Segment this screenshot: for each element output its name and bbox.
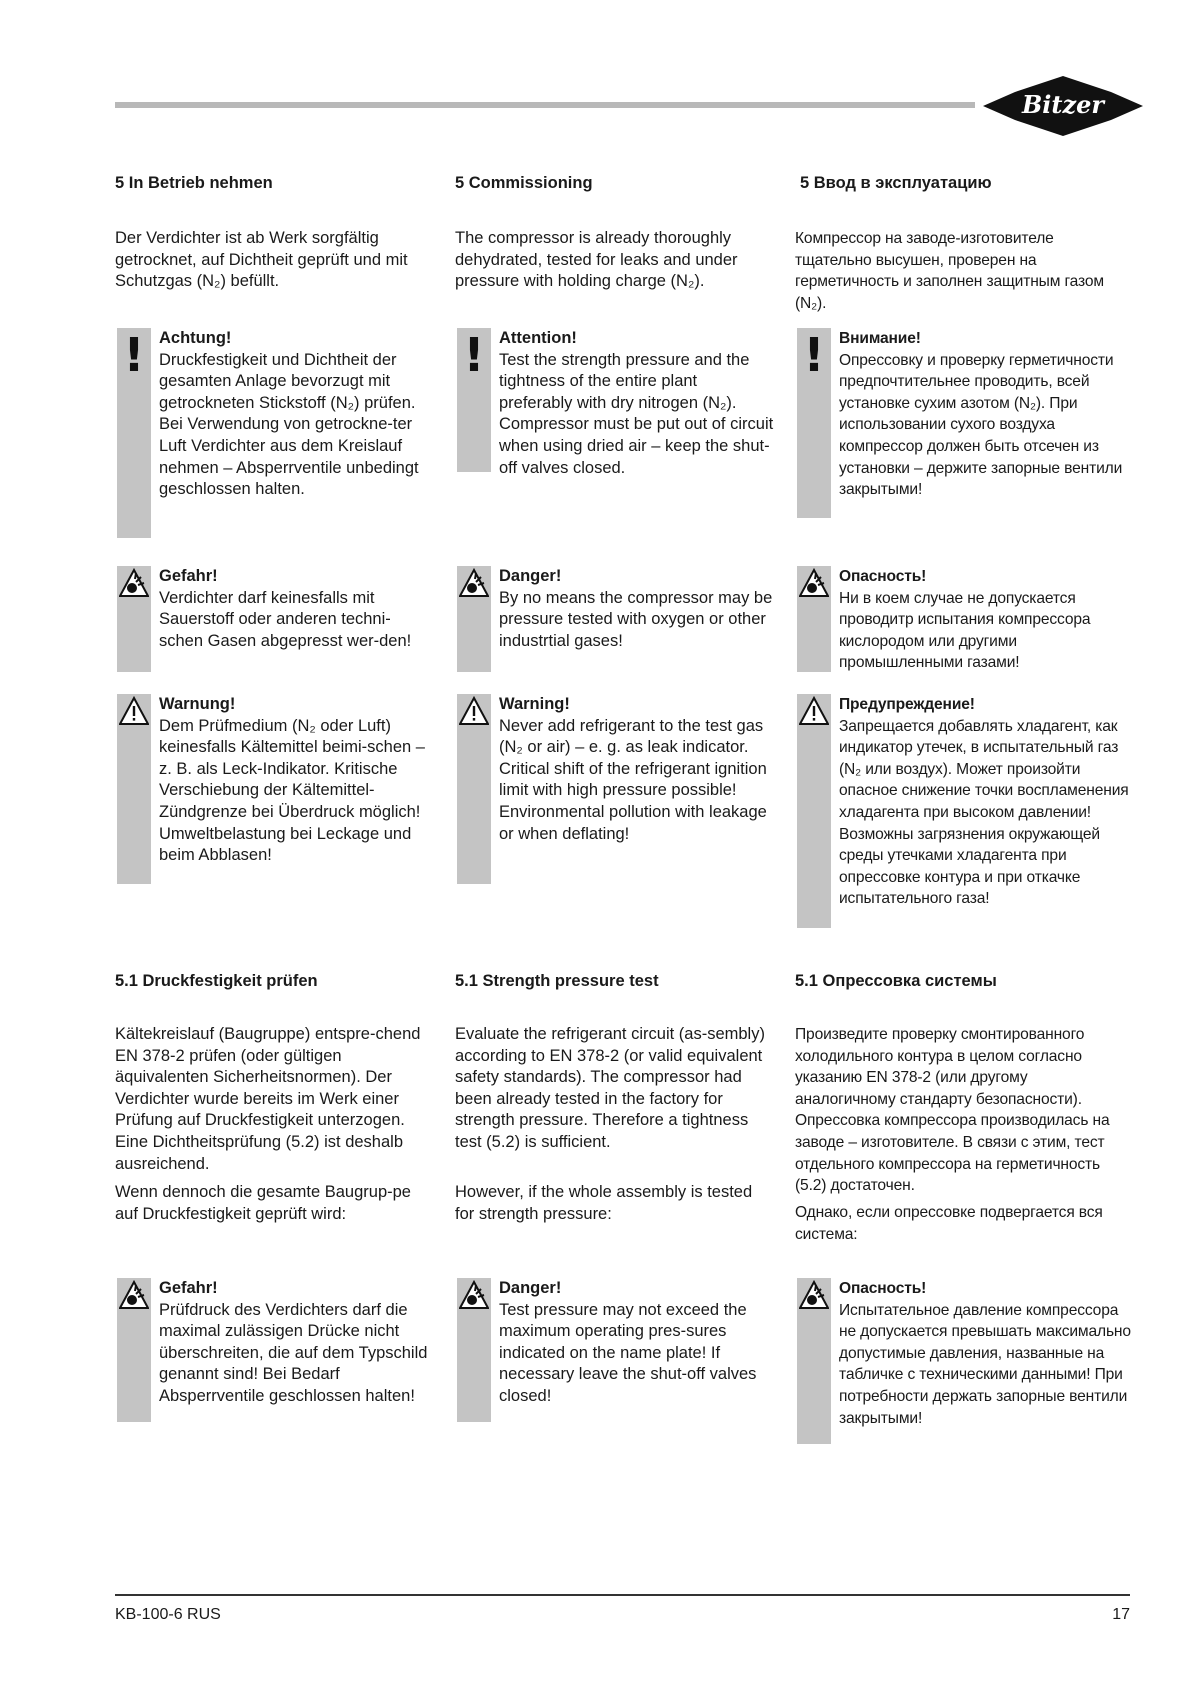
- notice-body: By no means the compressor may be pressure tested with oxygen or other industrtial gases!: [499, 588, 773, 650]
- bitzer-logo: [983, 76, 1143, 136]
- notice-title: Warnung!: [159, 695, 236, 713]
- subsection-title: 5.1 Druckfestigkeit prüfen: [115, 972, 318, 990]
- intro-paragraph: Компрессор на заводе-изготовителе тщательно высушен, проверен на герметичность и заполнен защитным газом (N₂).: [795, 230, 1104, 312]
- notice-title: Attention!: [499, 329, 577, 347]
- intro-paragraph: Der Verdichter ist ab Werk sorgfältig getrocknet, auf Dichtheit geprüft und mit Schutzgas (N₂) befüllt.: [115, 229, 408, 291]
- logo-text: Bitzer: [1021, 90, 1105, 119]
- explosion-hazard-icon: [459, 568, 489, 598]
- notice-text: [159, 1278, 429, 1408]
- notice-text: [499, 694, 774, 845]
- warning-triangle-icon: [119, 696, 149, 726]
- section-title: 5 Commissioning: [455, 174, 593, 192]
- notice-body: Test the strength pressure and the tightness of the entire plant preferably with dry nitrogen (N₂). Compressor must be put out of circuit when using dried air – keep the shut-off valves closed.: [499, 350, 774, 477]
- warning-triangle-icon: [459, 696, 489, 726]
- exclamation-icon: !: [123, 328, 145, 382]
- notice-body: Испытательное давление компрессора не допускается превышать максимально допустимые давления, названные на табличке с техническими данными! При потребности держать запорные вентили закрытыми!: [839, 1301, 1131, 1427]
- notice-bar: [457, 1278, 491, 1422]
- notice-bar: [457, 566, 491, 672]
- notice-bar: [117, 694, 151, 884]
- notice-text: [159, 694, 429, 867]
- notice-text: [499, 566, 774, 652]
- notice-title: Gefahr!: [159, 567, 218, 585]
- section-title: 5 In Betrieb nehmen: [115, 174, 273, 192]
- notice-text: [159, 328, 429, 501]
- subsection-title: 5.1 Strength pressure test: [455, 972, 659, 990]
- notice-title: Опасность!: [839, 1280, 927, 1297]
- notice-text: [839, 694, 1134, 910]
- section-title: 5 Ввод в эксплуатацию: [800, 174, 992, 192]
- explosion-hazard-icon: [799, 1280, 829, 1310]
- notice-bar: [117, 566, 151, 672]
- notice-title: Предупреждение!: [839, 696, 975, 713]
- notice-title: Gefahr!: [159, 1279, 218, 1297]
- notice-title: Опасность!: [839, 568, 927, 585]
- notice-text: [499, 328, 774, 479]
- notice-title: Achtung!: [159, 329, 232, 347]
- notice-text: [839, 1278, 1134, 1429]
- warning-triangle-icon: [799, 696, 829, 726]
- page-number: 17: [1112, 1606, 1130, 1623]
- notice-title: Warning!: [499, 695, 570, 713]
- subsection-paragraph-2: Wenn dennoch die gesamte Baugrup-pe auf Druckfestigkeit geprüft wird:: [115, 1183, 411, 1223]
- notice-bar: [457, 328, 491, 472]
- document-id: KB-100-6 RUS: [115, 1606, 221, 1623]
- exclamation-icon: !: [803, 328, 825, 382]
- notice-text: [159, 566, 429, 652]
- subsection-paragraph-1: Kältekreislauf (Baugruppe) entspre-chend EN 378-2 prüfen (oder gültigen äquivalenten Sicherheitsnormen). Der Verdichter wurde bereits im Werk einer Prüfung auf Druckfestigkeit unterzogen. Eine Dichtheitsprüfung (5.2) ist deshalb ausreichend.: [115, 1025, 421, 1173]
- notice-body: Dem Prüfmedium (N₂ oder Luft) keinesfalls Kältemittel beimi-schen – z. B. als Leck-Indikator. Kritische Verschiebung der Kältemittel-Zündgrenze bei Überdruck möglich! Umweltbelastung bei Leckage und beim Abblasen!: [159, 716, 425, 865]
- subsection-paragraph-1: Evaluate the refrigerant circuit (as-sembly) according to EN 378-2 (or valid equivalent safety standards). The compressor had been already tested in the factory for strength pressure. Therefore a tightness test (5.2) is sufficient.: [455, 1025, 765, 1151]
- explosion-hazard-icon: [119, 568, 149, 598]
- explosion-hazard-icon: [119, 1280, 149, 1310]
- notice-bar: [797, 1278, 831, 1444]
- notice-body: Запрещается добавлять хладагент, как индикатор утечек, в испытательный газ (N₂ или воздух). Может произойти опасное снижение точки воспламенения хладагента при высоком давлении! Возможны загрязнения окружающей среды утечками хладагента при опрессовке контура и при откачке испытательного газа!: [839, 717, 1129, 908]
- footer-rule: [115, 1594, 1130, 1596]
- notice-title: Danger!: [499, 1279, 562, 1297]
- notice-bar: [797, 566, 831, 672]
- notice-title: Danger!: [499, 567, 562, 585]
- exclamation-icon: !: [463, 328, 485, 382]
- notice-text: [839, 328, 1134, 501]
- notice-body: Ни в коем случае не допускается проводитр испытания компрессора кислородом или другими промышленными газами!: [839, 589, 1091, 672]
- notice-body: Never add refrigerant to the test gas (N₂ or air) – e. g. as leak indicator. Critical shift of the refrigerant ignition limit with high pressure possible! Environmental pollution with leakage or when deflating!: [499, 716, 767, 843]
- subsection-paragraph-1: Произведите проверку смонтированного холодильного контура в целом согласно указанию EN 378-2 (или другому аналогичному стандарту безопасности). Опрессовка компрессора производилась на заводе – изготовителе. В связи с этим, тест отдельного компрессора на герметичность (5.2) достаточен.: [795, 1026, 1110, 1195]
- notice-body: Verdichter darf keinesfalls mit Sauerstoff oder anderen techni-schen Gasen abgepresst wer-den!: [159, 588, 412, 650]
- notice-bar: [797, 694, 831, 928]
- intro-paragraph: The compressor is already thoroughly dehydrated, tested for leaks and under pressure with holding charge (N₂).: [455, 229, 738, 291]
- notice-body: Druckfestigkeit und Dichtheit der gesamten Anlage bevorzugt mit getrockneten Stickstoff (N₂) prüfen. Bei Verwendung von getrockne-ter Luft Verdichter aus dem Kreislauf nehmen – Absperrventile unbedingt geschlossen halten.: [159, 350, 419, 499]
- notice-body: Test pressure may not exceed the maximum operating pres-sures indicated on the name plate! If necessary leave the shut-off valves closed!: [499, 1300, 757, 1405]
- notice-bar: [117, 1278, 151, 1422]
- notice-body: Prüfdruck des Verdichters darf die maximal zulässigen Drücke nicht überschreiten, die auf dem Typschild genannt sind! Bei Bedarf Absperrventile geschlossen halten!: [159, 1300, 428, 1405]
- header-rule: [115, 102, 975, 108]
- explosion-hazard-icon: [459, 1280, 489, 1310]
- subsection-paragraph-2: However, if the whole assembly is tested for strength pressure:: [455, 1183, 753, 1223]
- notice-body: Опрессовку и проверку герметичности предпочтительнее проводить, всей установке сухим азотом (N₂). При использовании сухого воздуха компрессор должен быть отсечен из установки – держите запорные вентили закрытыми!: [839, 351, 1123, 499]
- notice-bar: [117, 328, 151, 538]
- explosion-hazard-icon: [799, 568, 829, 598]
- notice-title: Внимание!: [839, 330, 921, 347]
- notice-bar: [457, 694, 491, 884]
- subsection-title: 5.1 Опрессовка системы: [795, 972, 997, 990]
- notice-text: [839, 566, 1134, 674]
- notice-text: [499, 1278, 774, 1408]
- notice-bar: [797, 328, 831, 518]
- subsection-paragraph-2: Однако, если опрессовке подвергается вся система:: [795, 1204, 1103, 1243]
